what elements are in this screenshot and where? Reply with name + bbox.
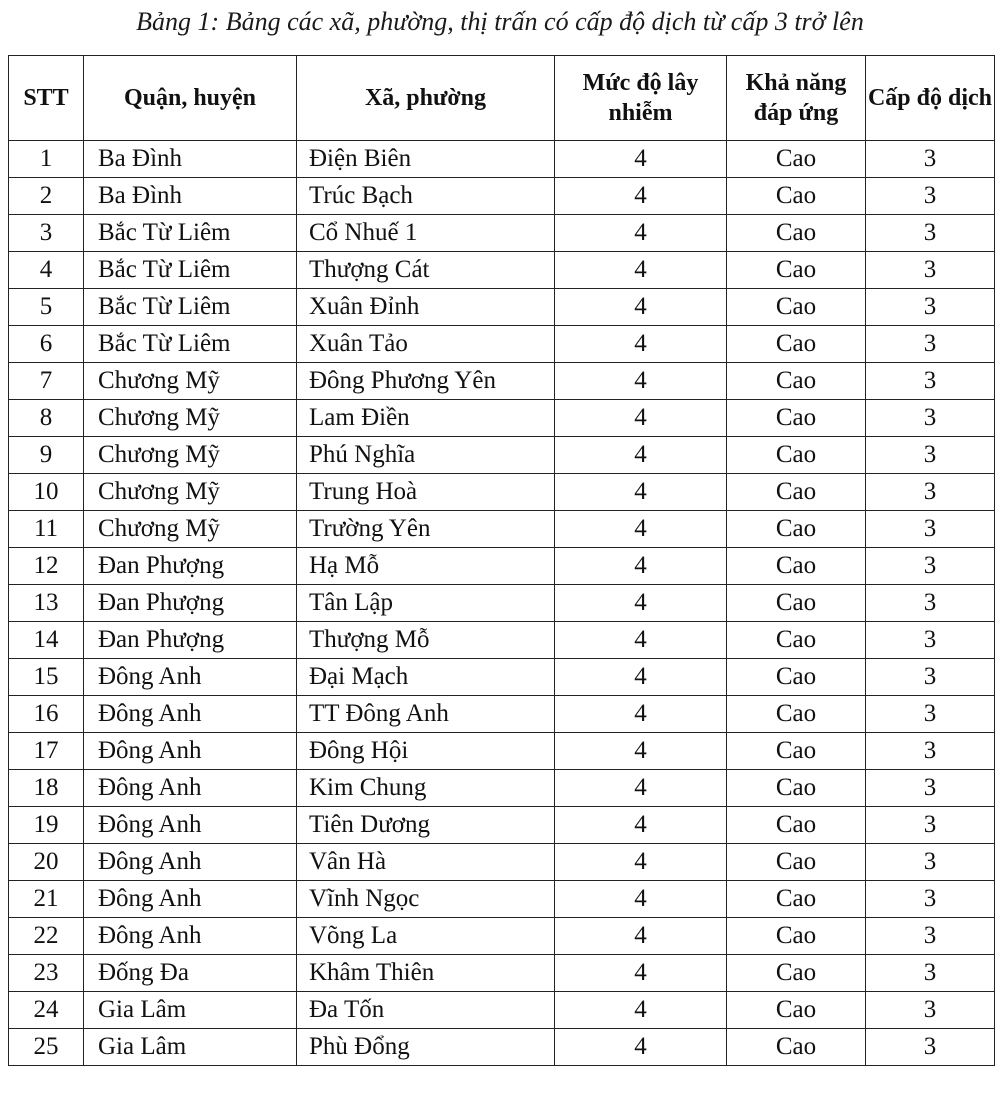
cell-ward: TT Đông Anh: [297, 696, 555, 733]
cell-stt: 17: [9, 733, 84, 770]
cell-infection-level: 4: [555, 622, 727, 659]
cell-epidemic-level: 3: [866, 215, 995, 252]
cell-ward: Đông Phương Yên: [297, 363, 555, 400]
cell-response-capacity: Cao: [727, 215, 866, 252]
cell-epidemic-level: 3: [866, 770, 995, 807]
cell-district: Đan Phượng: [84, 622, 297, 659]
cell-ward: Tiên Dương: [297, 807, 555, 844]
cell-epidemic-level: 3: [866, 918, 995, 955]
cell-stt: 24: [9, 992, 84, 1029]
cell-stt: 9: [9, 437, 84, 474]
table-header: [9, 56, 995, 141]
cell-infection-level: 4: [555, 770, 727, 807]
cell-stt: 12: [9, 548, 84, 585]
table-row: [9, 141, 995, 178]
cell-response-capacity: Cao: [727, 363, 866, 400]
table-row: [9, 659, 995, 696]
cell-stt: 1: [9, 141, 84, 178]
cell-infection-level: 4: [555, 918, 727, 955]
cell-stt: 20: [9, 844, 84, 881]
table-caption: Bảng 1: Bảng các xã, phường, thị trấn có cấp độ dịch từ cấp 3 trở lên: [136, 7, 864, 36]
cell-district: Bắc Từ Liêm: [84, 215, 297, 252]
cell-epidemic-level: 3: [866, 622, 995, 659]
cell-infection-level: 4: [555, 807, 727, 844]
table-row: [9, 363, 995, 400]
table-row: [9, 992, 995, 1029]
cell-district: Bắc Từ Liêm: [84, 326, 297, 363]
cell-district: Đông Anh: [84, 844, 297, 881]
cell-infection-level: 4: [555, 363, 727, 400]
table-row: [9, 178, 995, 215]
cell-response-capacity: Cao: [727, 992, 866, 1029]
cell-infection-level: 4: [555, 659, 727, 696]
cell-stt: 5: [9, 289, 84, 326]
table-row: [9, 289, 995, 326]
cell-stt: 25: [9, 1029, 84, 1066]
cell-infection-level: 4: [555, 881, 727, 918]
cell-response-capacity: Cao: [727, 585, 866, 622]
cell-stt: 4: [9, 252, 84, 289]
cell-response-capacity: Cao: [727, 1029, 866, 1066]
cell-ward: Đông Hội: [297, 733, 555, 770]
table-row: [9, 733, 995, 770]
cell-epidemic-level: 3: [866, 992, 995, 1029]
cell-response-capacity: Cao: [727, 770, 866, 807]
table-row: [9, 511, 995, 548]
cell-ward: Phù Đổng: [297, 1029, 555, 1066]
cell-infection-level: 4: [555, 252, 727, 289]
table-row: [9, 548, 995, 585]
cell-district: Đông Anh: [84, 881, 297, 918]
cell-infection-level: 4: [555, 1029, 727, 1066]
cell-district: Đông Anh: [84, 918, 297, 955]
header-response-capacity: Khả năng đáp ứng: [727, 56, 866, 141]
cell-infection-level: 4: [555, 289, 727, 326]
cell-stt: 18: [9, 770, 84, 807]
cell-ward: Khâm Thiên: [297, 955, 555, 992]
cell-response-capacity: Cao: [727, 548, 866, 585]
cell-ward: Đại Mạch: [297, 659, 555, 696]
cell-response-capacity: Cao: [727, 955, 866, 992]
cell-epidemic-level: 3: [866, 955, 995, 992]
cell-stt: 8: [9, 400, 84, 437]
cell-response-capacity: Cao: [727, 807, 866, 844]
cell-ward: Hạ Mỗ: [297, 548, 555, 585]
cell-district: Đông Anh: [84, 659, 297, 696]
cell-district: Đông Anh: [84, 733, 297, 770]
cell-infection-level: 4: [555, 474, 727, 511]
cell-infection-level: 4: [555, 400, 727, 437]
table-row: [9, 1029, 995, 1066]
header-ward: Xã, phường: [297, 56, 555, 141]
cell-response-capacity: Cao: [727, 178, 866, 215]
cell-stt: 6: [9, 326, 84, 363]
cell-infection-level: 4: [555, 511, 727, 548]
cell-ward: Phú Nghĩa: [297, 437, 555, 474]
cell-stt: 14: [9, 622, 84, 659]
cell-district: Đông Anh: [84, 696, 297, 733]
cell-infection-level: 4: [555, 178, 727, 215]
table-row: [9, 437, 995, 474]
cell-response-capacity: Cao: [727, 326, 866, 363]
cell-stt: 23: [9, 955, 84, 992]
cell-epidemic-level: 3: [866, 326, 995, 363]
cell-stt: 21: [9, 881, 84, 918]
cell-epidemic-level: 3: [866, 363, 995, 400]
table-row: [9, 585, 995, 622]
cell-epidemic-level: 3: [866, 733, 995, 770]
table-row: [9, 844, 995, 881]
header-epidemic-level: Cấp độ dịch: [866, 56, 995, 141]
cell-response-capacity: Cao: [727, 511, 866, 548]
table-row: [9, 955, 995, 992]
cell-stt: 7: [9, 363, 84, 400]
table-row: [9, 326, 995, 363]
cell-response-capacity: Cao: [727, 141, 866, 178]
cell-infection-level: 4: [555, 955, 727, 992]
cell-epidemic-level: 3: [866, 437, 995, 474]
cell-response-capacity: Cao: [727, 622, 866, 659]
cell-ward: Kim Chung: [297, 770, 555, 807]
cell-district: Gia Lâm: [84, 992, 297, 1029]
cell-epidemic-level: 3: [866, 511, 995, 548]
cell-infection-level: 4: [555, 215, 727, 252]
cell-epidemic-level: 3: [866, 659, 995, 696]
table-row: [9, 881, 995, 918]
cell-response-capacity: Cao: [727, 881, 866, 918]
cell-stt: 10: [9, 474, 84, 511]
cell-epidemic-level: 3: [866, 474, 995, 511]
cell-stt: 19: [9, 807, 84, 844]
cell-response-capacity: Cao: [727, 437, 866, 474]
table-row: [9, 807, 995, 844]
header-row: [9, 56, 995, 141]
cell-infection-level: 4: [555, 437, 727, 474]
cell-response-capacity: Cao: [727, 696, 866, 733]
cell-stt: 3: [9, 215, 84, 252]
cell-epidemic-level: 3: [866, 696, 995, 733]
cell-ward: Điện Biên: [297, 141, 555, 178]
cell-ward: Lam Điền: [297, 400, 555, 437]
cell-stt: 22: [9, 918, 84, 955]
cell-district: Đông Anh: [84, 770, 297, 807]
cell-stt: 2: [9, 178, 84, 215]
cell-district: Chương Mỹ: [84, 400, 297, 437]
cell-response-capacity: Cao: [727, 400, 866, 437]
cell-epidemic-level: 3: [866, 1029, 995, 1066]
cell-epidemic-level: 3: [866, 881, 995, 918]
epidemic-level-table-container: [8, 55, 994, 1066]
cell-epidemic-level: 3: [866, 178, 995, 215]
cell-response-capacity: Cao: [727, 252, 866, 289]
cell-ward: Đa Tốn: [297, 992, 555, 1029]
cell-district: Đan Phượng: [84, 548, 297, 585]
cell-infection-level: 4: [555, 733, 727, 770]
cell-ward: Xuân Tảo: [297, 326, 555, 363]
cell-response-capacity: Cao: [727, 659, 866, 696]
cell-district: Đống Đa: [84, 955, 297, 992]
cell-infection-level: 4: [555, 141, 727, 178]
cell-ward: Trung Hoà: [297, 474, 555, 511]
cell-stt: 15: [9, 659, 84, 696]
epidemic-level-table: [8, 55, 995, 1066]
table-body: [9, 141, 995, 1066]
cell-district: Chương Mỹ: [84, 474, 297, 511]
cell-ward: Xuân Đỉnh: [297, 289, 555, 326]
table-row: [9, 474, 995, 511]
cell-infection-level: 4: [555, 992, 727, 1029]
cell-district: Bắc Từ Liêm: [84, 252, 297, 289]
header-infection-level: Mức độ lây nhiễm: [555, 56, 727, 141]
cell-ward: Tân Lập: [297, 585, 555, 622]
cell-stt: 13: [9, 585, 84, 622]
cell-ward: Cổ Nhuế 1: [297, 215, 555, 252]
cell-epidemic-level: 3: [866, 400, 995, 437]
cell-epidemic-level: 3: [866, 548, 995, 585]
cell-stt: 16: [9, 696, 84, 733]
cell-district: Gia Lâm: [84, 1029, 297, 1066]
cell-response-capacity: Cao: [727, 474, 866, 511]
cell-ward: Trường Yên: [297, 511, 555, 548]
table-row: [9, 770, 995, 807]
cell-ward: Thượng Cát: [297, 252, 555, 289]
table-row: [9, 918, 995, 955]
cell-ward: Thượng Mỗ: [297, 622, 555, 659]
header-district: Quận, huyện: [84, 56, 297, 141]
cell-district: Đan Phượng: [84, 585, 297, 622]
cell-ward: Võng La: [297, 918, 555, 955]
cell-epidemic-level: 3: [866, 289, 995, 326]
cell-district: Chương Mỹ: [84, 363, 297, 400]
table-row: [9, 696, 995, 733]
cell-infection-level: 4: [555, 548, 727, 585]
cell-ward: Vĩnh Ngọc: [297, 881, 555, 918]
cell-district: Ba Đình: [84, 141, 297, 178]
cell-district: Chương Mỹ: [84, 437, 297, 474]
cell-epidemic-level: 3: [866, 844, 995, 881]
table-row: [9, 400, 995, 437]
cell-ward: Vân Hà: [297, 844, 555, 881]
table-row: [9, 622, 995, 659]
cell-response-capacity: Cao: [727, 844, 866, 881]
table-row: [9, 215, 995, 252]
cell-epidemic-level: 3: [866, 585, 995, 622]
cell-infection-level: 4: [555, 844, 727, 881]
cell-district: Ba Đình: [84, 178, 297, 215]
cell-epidemic-level: 3: [866, 141, 995, 178]
cell-response-capacity: Cao: [727, 733, 866, 770]
cell-epidemic-level: 3: [866, 807, 995, 844]
cell-stt: 11: [9, 511, 84, 548]
cell-infection-level: 4: [555, 585, 727, 622]
cell-epidemic-level: 3: [866, 252, 995, 289]
cell-infection-level: 4: [555, 326, 727, 363]
header-stt: STT: [9, 56, 84, 141]
cell-district: Bắc Từ Liêm: [84, 289, 297, 326]
cell-district: Đông Anh: [84, 807, 297, 844]
cell-district: Chương Mỹ: [84, 511, 297, 548]
cell-response-capacity: Cao: [727, 289, 866, 326]
table-row: [9, 252, 995, 289]
cell-response-capacity: Cao: [727, 918, 866, 955]
cell-ward: Trúc Bạch: [297, 178, 555, 215]
cell-infection-level: 4: [555, 696, 727, 733]
